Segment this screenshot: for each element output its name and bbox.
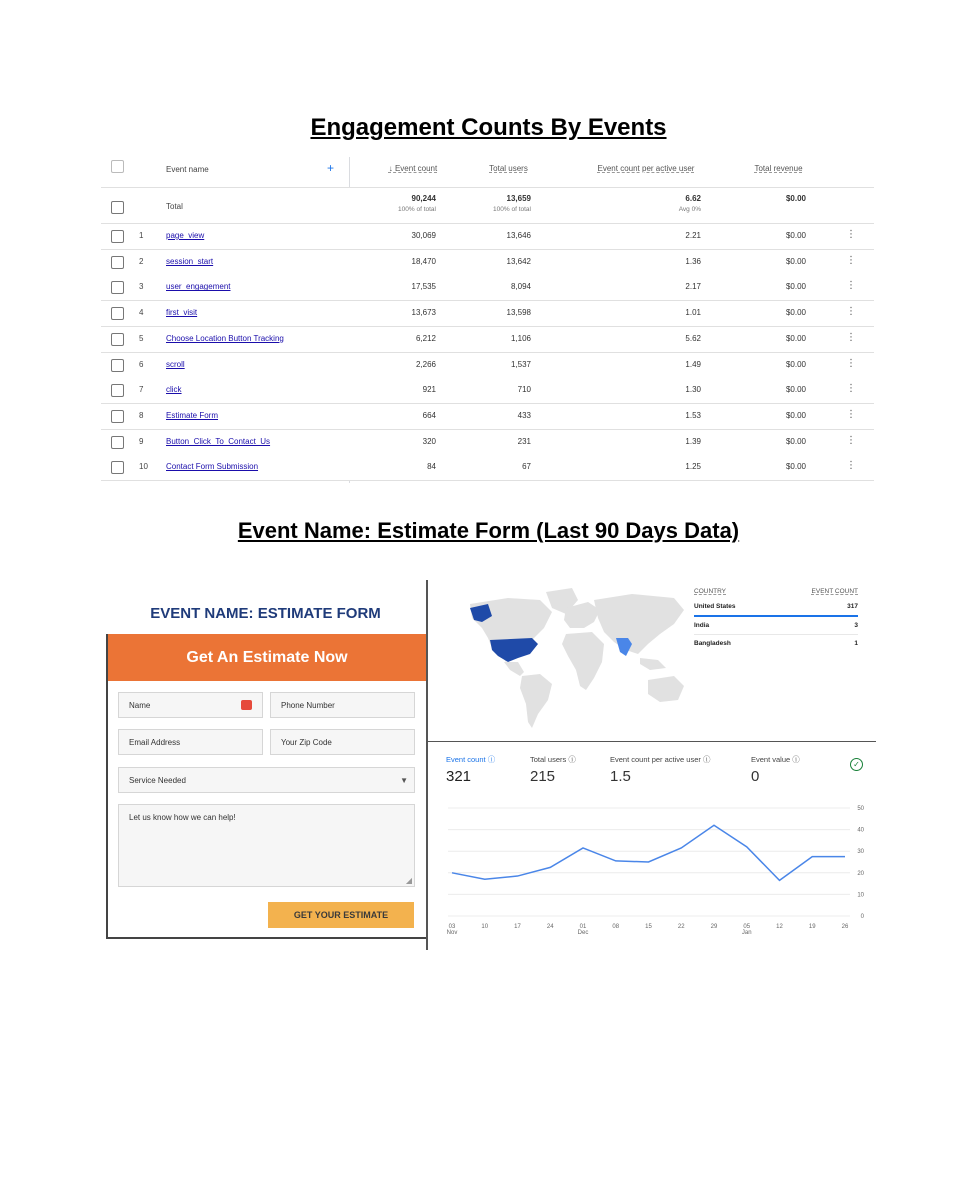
cell-per-user: 2.17: [685, 282, 701, 292]
x-tick-label: 08: [612, 924, 620, 930]
table-row[interactable]: [101, 224, 874, 250]
country-count: 1: [854, 640, 858, 647]
event-name-link[interactable]: page_view: [166, 231, 205, 240]
col-event-count[interactable]: EVENT COUNT: [811, 588, 858, 595]
total-event-count-value: 90,244: [411, 194, 436, 203]
col-country[interactable]: COUNTRY: [694, 588, 727, 595]
series-line[interactable]: [452, 825, 845, 880]
cell-per-user: 5.62: [685, 333, 701, 343]
row-index: 2: [139, 256, 144, 266]
x-tick-label: 05: [743, 924, 751, 930]
header-total-users[interactable]: Total users: [489, 164, 528, 173]
row-index: 7: [139, 385, 144, 395]
map-australia: [648, 676, 684, 702]
metric-per-user[interactable]: Event count per active user ⓘ 1.5: [610, 755, 711, 785]
more-options-icon[interactable]: ⋮: [846, 434, 856, 446]
row-checkbox[interactable]: [111, 230, 124, 243]
total-users-sub: 100% of total: [493, 206, 531, 213]
metric-value: 1.5: [610, 768, 631, 785]
cell-event-count: 17,535: [411, 282, 436, 292]
cell-revenue: $0.00: [785, 359, 806, 369]
row-index: 6: [139, 359, 144, 369]
x-tick-sublabel: Dec: [577, 930, 589, 936]
cell-event-count: 18,470: [411, 256, 436, 266]
x-tick-label: 17: [514, 924, 521, 930]
header-revenue[interactable]: Total revenue: [754, 164, 803, 173]
country-table-header: [694, 586, 858, 598]
table-row[interactable]: [101, 353, 874, 379]
row-index: 10: [139, 462, 148, 472]
header-event-name[interactable]: Event name: [166, 165, 209, 174]
cell-per-user: 1.36: [685, 256, 701, 266]
metric-label: Event count: [446, 755, 486, 764]
metric-value: 215: [530, 768, 556, 785]
event-name-link[interactable]: Contact Form Submission: [166, 462, 259, 472]
country-row[interactable]: [694, 598, 858, 617]
service-select[interactable]: [118, 767, 415, 793]
event-name-link[interactable]: Choose Location Button Tracking: [166, 333, 284, 343]
estimate-form-panel: [104, 583, 427, 948]
cell-revenue: $0.00: [785, 436, 806, 446]
table-row[interactable]: [101, 327, 874, 353]
cell-total-users: 67: [522, 462, 531, 472]
more-options-icon[interactable]: ⋮: [846, 254, 856, 266]
chevron-down-icon: ▼: [400, 776, 408, 785]
y-tick-label: 10: [857, 892, 864, 899]
cell-per-user: 1.30: [685, 385, 701, 395]
metric-event-count[interactable]: Event count ⓘ 321: [446, 755, 496, 785]
row-index: 5: [139, 333, 144, 343]
row-checkbox[interactable]: [111, 359, 124, 372]
map-usa: [490, 638, 538, 662]
x-tick-label: 26: [841, 924, 849, 930]
y-tick-label: 40: [857, 827, 864, 834]
row-index: 4: [139, 308, 144, 318]
cell-per-user: 1.49: [685, 359, 701, 369]
cell-per-user: 1.25: [685, 462, 701, 472]
row-index: 9: [139, 436, 144, 446]
metric-event-value[interactable]: Event value ⓘ 0: [751, 755, 800, 785]
metric-label: Event count per active user: [610, 755, 701, 764]
total-checkbox[interactable]: [111, 201, 124, 214]
x-tick-label: 19: [808, 924, 816, 930]
resize-handle-icon[interactable]: ◢: [405, 876, 412, 885]
event-name-link[interactable]: scroll: [166, 359, 185, 369]
event-name-link[interactable]: first_visit: [166, 308, 198, 318]
cell-revenue: $0.00: [785, 333, 806, 343]
page-heading-engagement: Engagement Counts By Events: [310, 114, 667, 141]
table-row[interactable]: [101, 301, 874, 327]
map-southeast-asia: [640, 658, 666, 670]
more-options-icon[interactable]: ⋮: [846, 331, 856, 343]
panel-divider-horizontal: [428, 741, 876, 742]
map-asia: [594, 594, 684, 654]
geo-map-panel: [448, 582, 873, 739]
header-per-user[interactable]: Event count per active user: [597, 164, 695, 173]
metric-total-users[interactable]: Total users ⓘ 215: [530, 755, 576, 785]
total-revenue: [721, 194, 806, 203]
more-options-icon[interactable]: ⋮: [846, 280, 856, 292]
event-trend-panel: [440, 748, 876, 943]
cell-event-count: 320: [422, 436, 436, 446]
total-users: [446, 194, 531, 213]
cell-total-users: 13,598: [506, 308, 531, 318]
country-count: 3: [854, 622, 858, 629]
x-tick-label: 22: [677, 924, 685, 930]
cell-event-count: 921: [422, 385, 436, 395]
map-africa: [562, 632, 604, 690]
country-count: 317: [847, 603, 858, 610]
x-tick-label: 03: [448, 924, 456, 930]
cell-revenue: $0.00: [785, 231, 806, 240]
cell-total-users: 433: [517, 410, 531, 420]
estimate-form-card: [106, 634, 428, 939]
total-event-count: [351, 194, 436, 213]
row-index: 1: [139, 231, 144, 240]
cell-per-user: 2.21: [685, 231, 701, 240]
more-options-icon[interactable]: ⋮: [846, 460, 856, 472]
add-dimension-icon[interactable]: +: [327, 161, 335, 175]
cell-revenue: $0.00: [785, 256, 806, 266]
x-tick-sublabel: Nov: [446, 930, 458, 936]
events-table: [101, 157, 874, 483]
country-row[interactable]: [694, 617, 858, 635]
cell-per-user: 1.53: [685, 410, 701, 420]
total-label: Total: [166, 202, 183, 211]
cell-revenue: $0.00: [785, 282, 806, 292]
autofill-icon[interactable]: [241, 700, 252, 710]
table-header-row: [101, 157, 874, 188]
row-checkbox[interactable]: [111, 256, 124, 269]
page-heading-estimate-form: Event Name: Estimate Form (Last 90 Days Data): [237, 518, 740, 543]
country-table: [694, 586, 858, 652]
metric-value: 321: [446, 768, 472, 785]
table-row[interactable]: [101, 250, 874, 276]
cell-event-count: 13,673: [411, 308, 436, 318]
form-banner: Get An Estimate Now: [108, 634, 426, 681]
cell-event-count: 6,212: [415, 333, 436, 343]
country-row[interactable]: [694, 635, 858, 652]
cell-total-users: 8,094: [510, 282, 531, 292]
cell-event-count: 2,266: [415, 359, 436, 369]
x-tick-label: 24: [546, 924, 554, 930]
phone-field[interactable]: [270, 692, 415, 718]
table-row[interactable]: [101, 275, 874, 301]
cell-per-user: 1.39: [685, 436, 701, 446]
table-row[interactable]: [101, 430, 874, 456]
row-checkbox[interactable]: [111, 461, 124, 474]
country-name: Bangladesh: [694, 640, 731, 647]
message-placeholder: Let us know how we can help!: [129, 813, 236, 822]
y-tick-label: 0: [860, 914, 864, 920]
table-row[interactable]: [101, 378, 874, 404]
zip-field[interactable]: [270, 729, 415, 755]
event-count-line-chart: [440, 748, 876, 943]
more-options-icon[interactable]: ⋮: [846, 306, 856, 318]
x-tick-sublabel: Jan: [741, 930, 752, 936]
row-checkbox[interactable]: [111, 436, 124, 449]
form-event-title: EVENT NAME: ESTIMATE FORM: [150, 605, 381, 622]
total-per-user-value: 6.62: [685, 194, 701, 203]
event-name-link[interactable]: user_engagement: [166, 282, 231, 292]
header-event-count[interactable]: ↓ Event count: [388, 164, 438, 173]
map-south-america: [520, 674, 552, 728]
event-name-link[interactable]: click: [166, 385, 182, 395]
y-tick-label: 30: [857, 849, 864, 856]
country-name: India: [694, 622, 710, 629]
row-checkbox[interactable]: [111, 384, 124, 397]
cell-event-count: 84: [427, 462, 436, 472]
row-index: 8: [139, 410, 144, 420]
y-tick-label: 20: [857, 870, 864, 877]
email-placeholder: Email Address: [129, 738, 181, 747]
cell-total-users: 13,646: [506, 231, 531, 240]
y-tick-label: 50: [857, 806, 864, 812]
panel-divider: [426, 580, 428, 950]
row-checkbox[interactable]: [111, 333, 124, 346]
table-row[interactable]: [101, 404, 874, 430]
world-map: [448, 582, 688, 739]
cell-total-users: 1,106: [510, 333, 531, 343]
cell-total-users: 710: [517, 385, 531, 395]
more-options-icon[interactable]: ⋮: [846, 357, 856, 369]
x-tick-label: 01: [579, 924, 587, 930]
metric-label: Event value: [751, 755, 791, 764]
cell-total-users: 231: [517, 436, 531, 446]
event-name-link[interactable]: session_start: [166, 256, 214, 266]
row-checkbox[interactable]: [111, 410, 124, 423]
get-estimate-button[interactable]: GET YOUR ESTIMATE: [268, 902, 414, 928]
more-options-icon[interactable]: ⋮: [846, 383, 856, 395]
email-field[interactable]: [118, 729, 263, 755]
total-revenue-value: $0.00: [785, 194, 806, 203]
map-central-america: [504, 662, 524, 676]
total-event-count-sub: 100% of total: [398, 206, 436, 213]
cell-revenue: $0.00: [785, 462, 806, 472]
row-checkbox[interactable]: [111, 307, 124, 320]
more-options-icon[interactable]: ⋮: [846, 229, 856, 240]
x-tick-label: 29: [710, 924, 718, 930]
name-field[interactable]: [118, 692, 263, 718]
metric-label: Total users: [530, 755, 567, 764]
country-name: United States: [694, 603, 736, 610]
cell-revenue: $0.00: [785, 385, 806, 395]
check-circle-icon: ✓: [850, 758, 863, 771]
cell-per-user: 1.01: [685, 308, 701, 318]
row-index: 3: [139, 282, 144, 292]
cell-revenue: $0.00: [785, 410, 806, 420]
table-row[interactable]: [101, 455, 874, 481]
service-placeholder: Service Needed: [129, 776, 186, 785]
cell-event-count: 664: [422, 410, 436, 420]
zip-placeholder: Your Zip Code: [281, 738, 332, 747]
x-tick-label: 15: [645, 924, 652, 930]
cell-total-users: 13,642: [506, 256, 531, 266]
metric-value: 0: [751, 768, 760, 785]
map-india: [616, 638, 632, 656]
more-options-icon[interactable]: ⋮: [846, 408, 856, 420]
row-checkbox[interactable]: [111, 281, 124, 294]
total-users-value: 13,659: [506, 194, 531, 203]
cell-revenue: $0.00: [785, 308, 806, 318]
x-tick-label: 10: [481, 924, 489, 930]
phone-placeholder: Phone Number: [281, 701, 335, 710]
cell-total-users: 1,537: [510, 359, 531, 369]
total-per-user-sub: Avg 0%: [678, 206, 701, 213]
message-textarea[interactable]: [118, 804, 415, 887]
x-tick-label: 12: [776, 924, 783, 930]
event-name-link[interactable]: Estimate Form: [166, 410, 219, 420]
cell-event-count: 30,069: [411, 231, 436, 240]
total-per-user: [571, 194, 701, 213]
select-all-checkbox[interactable]: [111, 160, 124, 173]
table-total-row: [101, 188, 874, 224]
name-placeholder: Name: [129, 701, 151, 710]
event-name-link[interactable]: Button_Click_To_Contact_Us: [166, 436, 271, 446]
